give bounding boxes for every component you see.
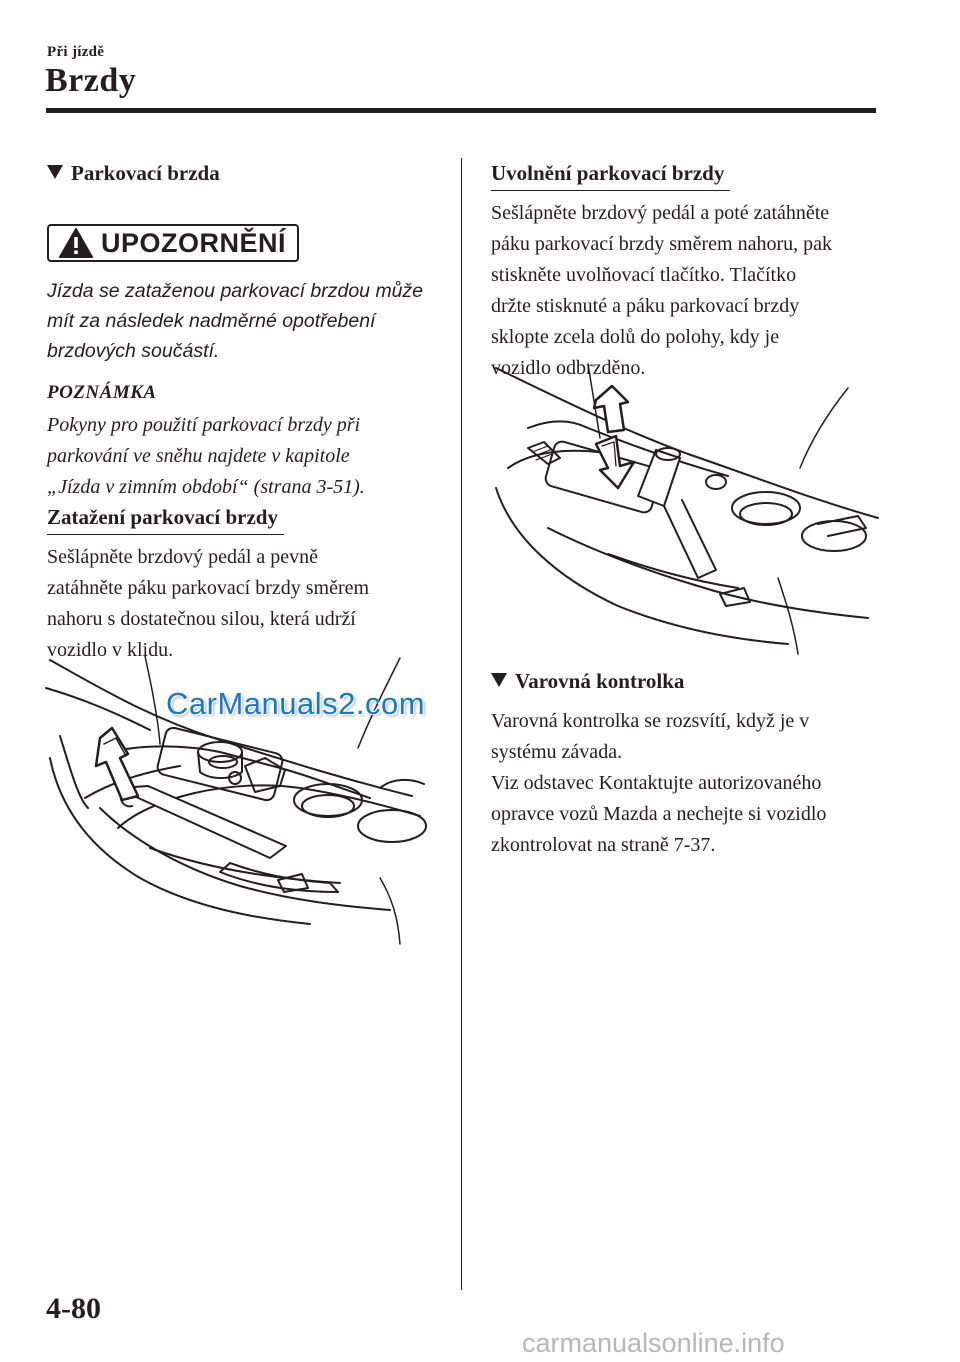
caution-label: UPOZORNĚNÍ bbox=[101, 227, 287, 258]
footer-site-watermark: carmanualsonline.info bbox=[522, 1328, 785, 1358]
note-title: POZNÁMKA bbox=[47, 382, 157, 403]
parking-brake-heading: Parkovací brzda bbox=[47, 161, 220, 186]
release-brake-text: Sešlápněte brzdový pedál a poté zatáhněte páku parkovací brzdy směrem nahoru, pak stiskněte uvolňovací tlačítko. Tlačítko držte stisknuté a páku parkovací brzdy sklopte zcela dolů do polohy, kdy je vozidlo odbrzděno. bbox=[491, 202, 832, 379]
apply-brake-heading: Zatažení parkovací brzdy bbox=[47, 505, 278, 532]
warning-light-text: Varovná kontrolka se rozsvítí, když je v systému závada. Viz odstavec Kontaktujte autorizovaného opravce vozů Mazda a nechejte si vozidlo zkontrolovat na straně 7-37. bbox=[491, 710, 827, 856]
triangle-bullet-icon bbox=[47, 165, 63, 179]
note-text: Pokyny pro použití parkovací brzdy při parkování ve sněhu najdete v kapitole „Jízda v zimním období“ (strana 3-51). bbox=[47, 414, 365, 498]
caution-text: Jízda se zataženou parkovací brzdou může mít za následek nadměrné opotřebení brzdových součástí. bbox=[47, 280, 424, 362]
watermark-text: CarManuals2.com bbox=[166, 686, 426, 721]
release-brake-heading: Uvolnění parkovací brzdy bbox=[491, 161, 724, 188]
caution-label-box bbox=[47, 224, 299, 262]
chapter-title: Brzdy bbox=[45, 62, 137, 99]
triangle-bullet-icon bbox=[491, 673, 507, 687]
header-rule bbox=[46, 108, 876, 113]
apply-brake-text: Sešlápněte brzdový pedál a pevně zatáhněte páku parkovací brzdy směrem nahoru s dostatečnou silou, která udrží vozidlo v klidu. bbox=[47, 546, 370, 661]
column-divider bbox=[461, 158, 462, 1290]
page-number: 4-80 bbox=[46, 1292, 101, 1325]
release-brake-illustration bbox=[488, 358, 888, 658]
warning-triangle-icon bbox=[59, 228, 93, 258]
section-kicker: Při jízdě bbox=[47, 44, 105, 60]
warning-light-heading: Varovná kontrolka bbox=[491, 669, 684, 694]
